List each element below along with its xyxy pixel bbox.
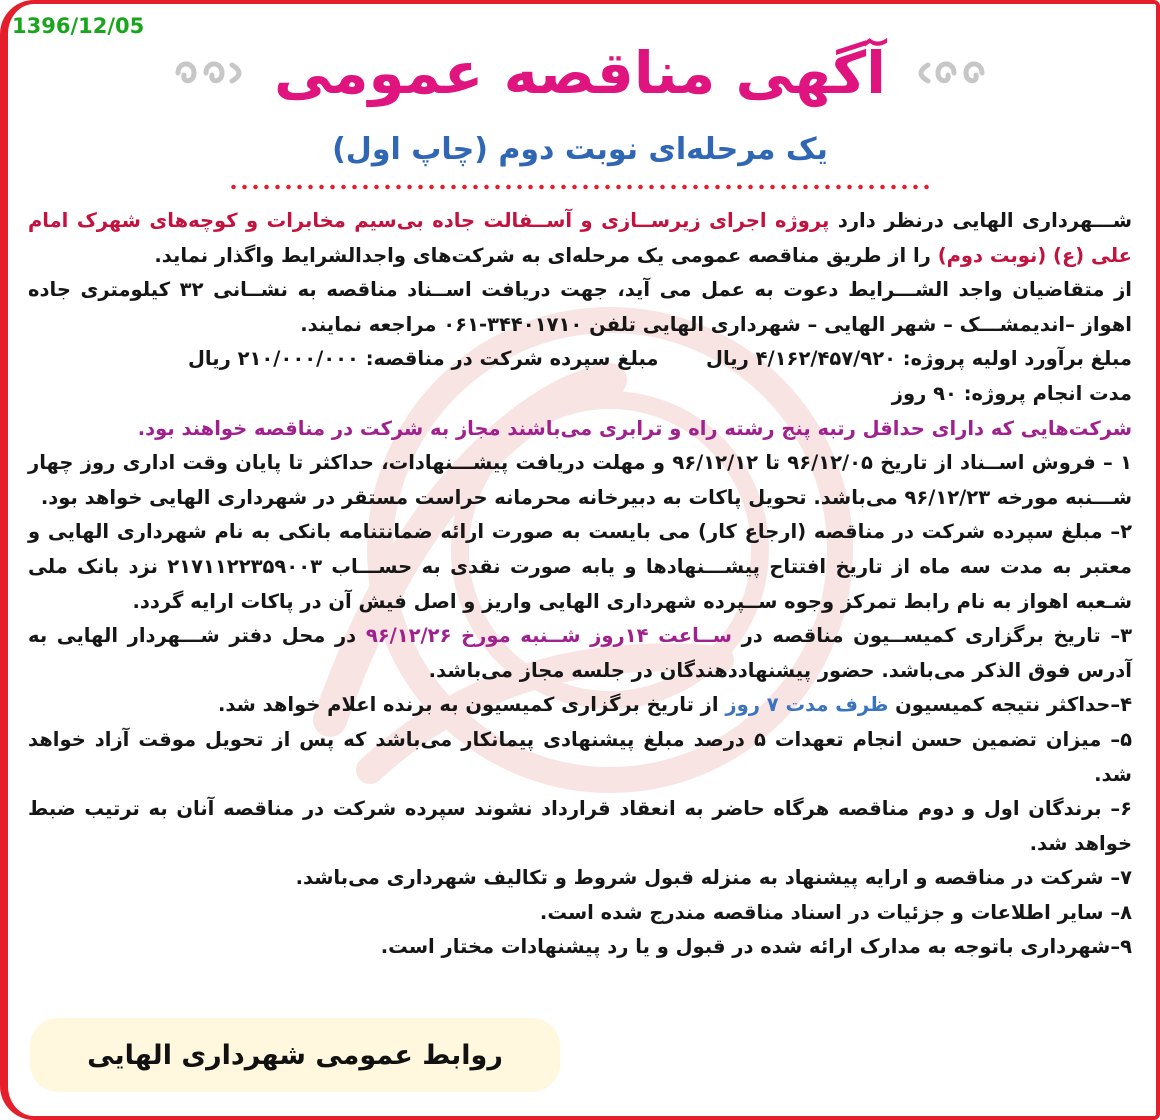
dotted-divider	[228, 184, 933, 190]
item-4-text-a: ۴–حداکثر نتیجه کمیسیون	[895, 693, 1132, 717]
item-6: ۶– برندگان اول و دوم مناقصه هرگاه حاضر به انعقاد قرارداد نشوند سپرده شرکت در مناقصه آنان به ترتیب ضبط خواهد شد.	[28, 797, 1132, 855]
ornament-icon	[172, 55, 252, 91]
item-3-text-b: در محل دفتر شـــهردار الهایی به آدرس فوق الذکر می‌باشد. حضور پیشنهاددهندگان در جلسه مجاز می‌باشد.	[28, 624, 1132, 682]
item-8: ۸– سایر اطلاعات و جزئیات در اسناد مناقصه مندرج شده است.	[539, 900, 1132, 924]
amounts-row	[28, 342, 1132, 377]
intro-text-b: را از طریق مناقصه عمومی یک مرحله‌ای به شرکت‌های واجدالشرایط واگذار نماید.	[154, 243, 931, 267]
ornament-icon	[908, 55, 988, 91]
item-3-text-a: ۳– تاریخ برگزاری کمیســیون مناقصه در	[741, 624, 1132, 648]
item-9: ۹–شهرداری باتوجه به مدارک ارائه شده در قبول و یا رد پیشنهادات مختار است.	[380, 935, 1132, 959]
item-4-text-b: از تاریخ برگزاری کمیسیون به برنده اعلام خواهد شد.	[217, 693, 719, 717]
footer-signature: روابط عمومی شهرداری الهایی	[87, 1039, 503, 1071]
estimate-amount: مبلغ برآورد اولیه پروژه: ۴/۱۶۲/۴۵۷/۹۲۰ ریال	[706, 347, 1132, 371]
page-title: آگهی مناقصه عمومی	[273, 39, 887, 107]
item-4	[28, 688, 1132, 723]
publish-date: 1396/12/05	[12, 14, 145, 38]
intro-paragraph-2: از متقاضیان واجد الشـــرایط دعوت به عمل می آید، جهت دریافت اســناد مناقصه به نشــانی ۳۲ کیلومتری جاده اهواز –اندیمشـــک – شهر الهایی – شهرداری الهایی تلفن ۳۴۴۰۱۷۱۰-۰۶۱ مراجعه نمایند.	[28, 278, 1132, 336]
item-7: ۷– شرکت در مناقصه و ارایه پیشنهاد به منزله قبول شروط و تکالیف شهرداری می‌باشد.	[295, 866, 1132, 890]
page-subtitle: یک مرحله‌ای نوبت دوم (چاپ اول)	[332, 132, 828, 167]
item-1: ۱ – فروش اســناد از تاریخ ۹۶/۱۲/۰۵ تا ۹۶/۱۲/۱۲ و مهلت دریافت پیشـــنهادات، حداکثر تا پایان وقت اداری روز چهار شـــنبه مورخه ۹۶/۱۲/۲۳ می‌باشد. تحویل پاکات به دبیرخانه محرمانه حراست مستقر در شهرداری الهایی خواهد بود.	[28, 451, 1132, 509]
item-5: ۵– میزان تضمین حسن انجام تعهدات ۵ درصد مبلغ پیشنهادی پیمانکار می‌باشد که پس از تحویل موقت آزاد خواهد شد.	[28, 727, 1132, 786]
intro-paragraph-1	[28, 204, 1132, 273]
notice-body	[28, 204, 1132, 965]
eligibility-text: شرکت‌هایی که دارای حداقل رتبه پنج رشته راه و ترابری می‌باشند مجاز به شرکت در مناقصه خواهند بود.	[137, 416, 1132, 440]
item-2: ۲– مبلغ سپرده شرکت در مناقصه (ارجاع کار) می بایست به صورت ارائه ضمانتنامه بانکی به نام شهرداری الهایی و معتبر به مدت سه ماه از تاریخ افتتاح پیشـــنهادها و یابه صورت نقدی به حســـاب ۲۱۷۱۱۲۲۳۵۹۰۰۳ نزد بانک ملی شـعبه اهواز به نام رابط تمرکز وجوه ســپرده شهرداری الهایی واریز و اصل فیش آن در پاکات ارایه گردد.	[28, 520, 1132, 613]
item-4-highlight: ظرف مدت ۷ روز	[725, 693, 889, 717]
title-row	[0, 28, 1160, 118]
project-duration: مدت انجام پروژه: ۹۰ روز	[891, 381, 1132, 405]
intro-text-a: شـــهرداری الهایی درنظر دارد	[837, 209, 1133, 232]
item-3-highlight: ســاعت ۱۴روز شــنبه مورخ ۹۶/۱۲/۲۶	[365, 624, 732, 648]
project-title: پروژه اجرای زیرســازی و آســفالت جاده بی‌سیم مخابرات و کوچه‌های شهرک امام علی (ع) (نوبت دوم)	[28, 209, 1132, 267]
item-3	[28, 619, 1132, 688]
footer-signature-box	[30, 1018, 560, 1092]
deposit-amount: مبلغ سپرده شرکت در مناقصه: ۲۱۰/۰۰۰/۰۰۰ ریال	[188, 347, 659, 371]
